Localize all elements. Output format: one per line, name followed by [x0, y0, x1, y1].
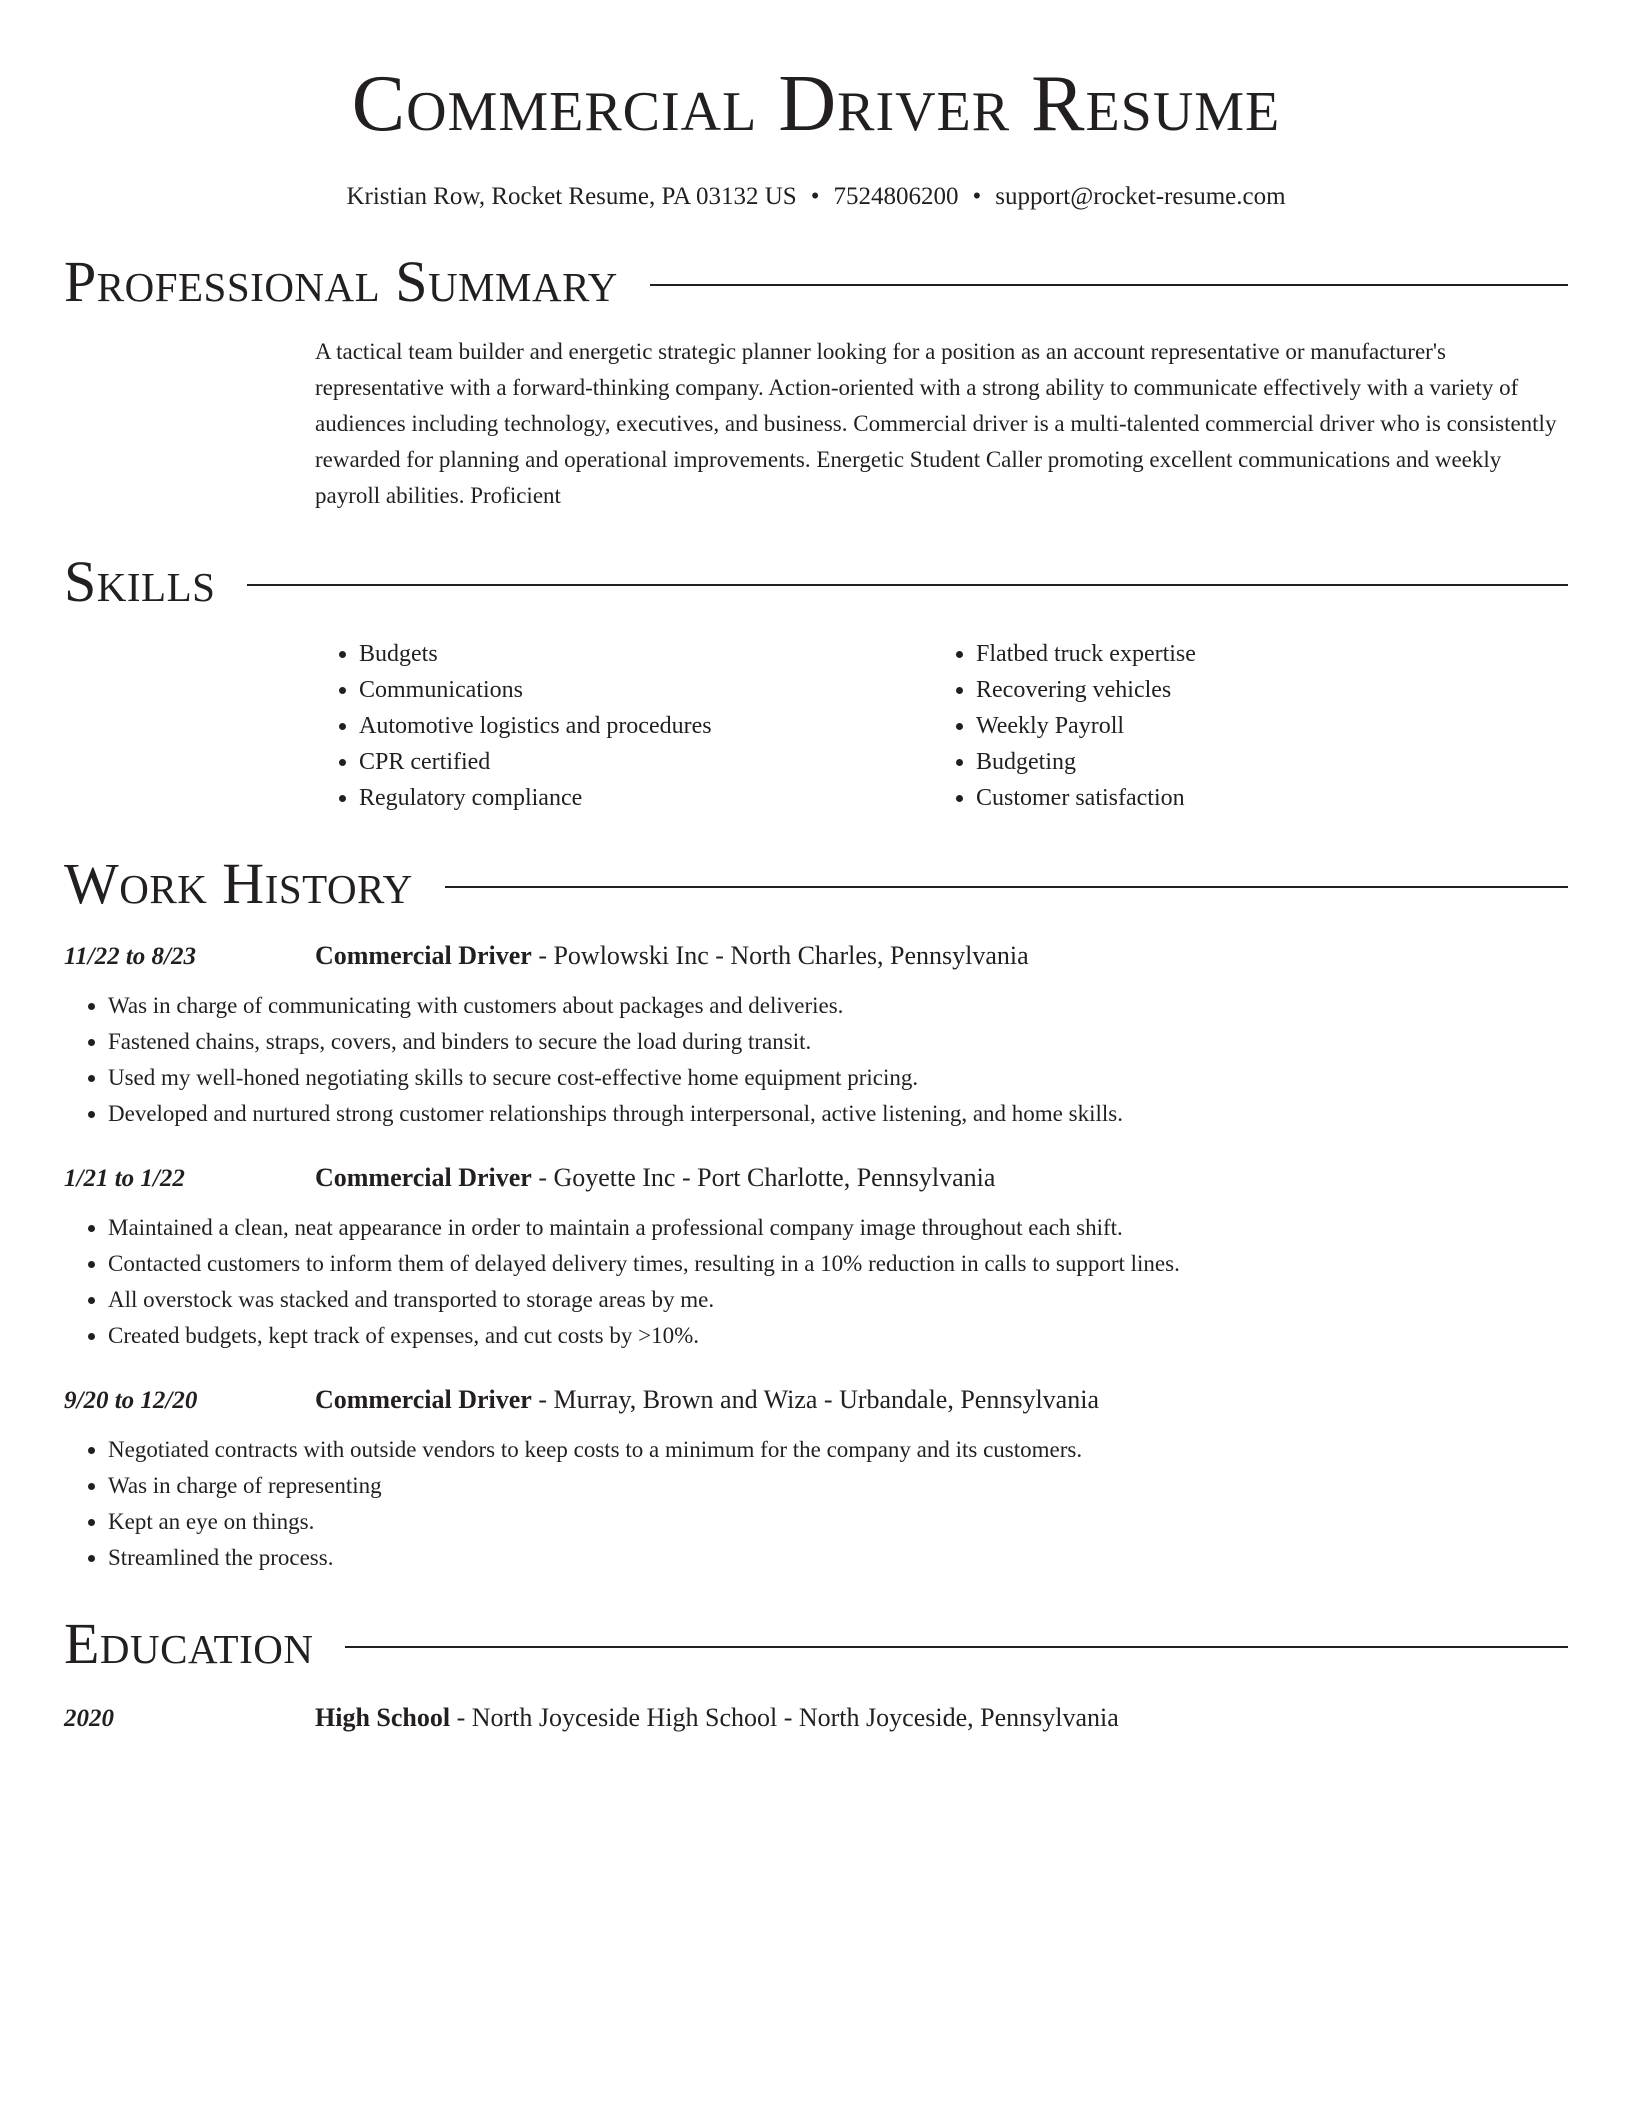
section-divider: [345, 1646, 1568, 1648]
skill-item: • Customer satisfaction: [976, 780, 1549, 816]
skills-heading: Skills: [64, 549, 216, 614]
job-title: Commercial Driver: [315, 1385, 532, 1414]
skill-item: • Flatbed truck expertise: [976, 636, 1549, 672]
contact-separator: •: [810, 183, 820, 210]
job-bullet: • Kept an eye on things.: [108, 1504, 1568, 1540]
section-divider: [445, 886, 1568, 888]
job-bullet: • Created budgets, kept track of expenses, and cut costs by >10%.: [108, 1318, 1568, 1354]
contact-email: support@rocket-resume.com: [995, 183, 1286, 210]
skill-item: • Automotive logistics and procedures: [359, 708, 932, 744]
job-entry: [64, 1382, 1568, 1576]
education-year: 2020: [64, 1705, 114, 1732]
work-heading: Work History: [64, 851, 413, 916]
job-bullets: [64, 1432, 1568, 1576]
summary-section-header: [64, 250, 1568, 314]
education-section-header: [64, 1612, 1568, 1676]
job-header: [64, 1382, 1568, 1418]
job-bullet: • Contacted customers to inform them of delayed delivery times, resulting in a 10% reduction in calls to support lines.: [108, 1246, 1568, 1282]
education-header: [64, 1700, 1568, 1736]
job-entry: [64, 938, 1568, 1132]
contact-line: [64, 180, 1568, 214]
job-dates: 11/22 to 8/23: [64, 943, 196, 970]
skill-item: • Budgeting: [976, 744, 1549, 780]
education-line: [315, 1700, 1119, 1736]
education-entry: [64, 1700, 1568, 1736]
job-header: [64, 1160, 1568, 1196]
job-employer: - Powlowski Inc - North Charles, Pennsylvania: [531, 941, 1029, 970]
contact-phone: 7524806200: [833, 183, 959, 210]
job-bullet: • Was in charge of representing: [108, 1468, 1568, 1504]
education-school: - North Joyceside High School - North Joyceside, Pennsylvania: [450, 1703, 1119, 1732]
job-entry: [64, 1160, 1568, 1354]
job-bullet: • Negotiated contracts with outside vendors to keep costs to a minimum for the company and its customers.: [108, 1432, 1568, 1468]
job-dates: 9/20 to 12/20: [64, 1387, 198, 1414]
summary-text: A tactical team builder and energetic strategic planner looking for a position as an account representative or manufacturer's representative with a forward-thinking company. Action-oriented with a strong ability to communicate effectively with a variety of audiences including technology, executives, and business. Commercial driver is a multi-talented commercial driver who is consistently rewarded for planning and operational improvements. Energetic Student Caller promoting excellent communications and weekly payroll abilities. Proficient: [315, 339, 1557, 508]
skills-column-left: [315, 636, 932, 816]
contact-separator: •: [972, 183, 982, 210]
job-title: Commercial Driver: [315, 941, 532, 970]
job-bullet: • Developed and nurtured strong customer relationships through interpersonal, active listening, and home skills.: [108, 1096, 1568, 1132]
section-divider: [247, 584, 1568, 586]
skills-column-right: [932, 636, 1549, 816]
job-employer: - Goyette Inc - Port Charlotte, Pennsylvania: [531, 1163, 996, 1192]
job-title: Commercial Driver: [315, 1163, 532, 1192]
job-bullet: • Fastened chains, straps, covers, and binders to secure the load during transit.: [108, 1024, 1568, 1060]
job-dates: 1/21 to 1/22: [64, 1165, 185, 1192]
summary-heading: Professional Summary: [64, 249, 618, 314]
skill-item: • Regulatory compliance: [359, 780, 932, 816]
skills-section-header: [64, 550, 1568, 614]
job-bullet: • Used my well-honed negotiating skills to secure cost-effective home equipment pricing.: [108, 1060, 1568, 1096]
job-title-line: [315, 938, 1029, 974]
job-bullet: • Streamlined the process.: [108, 1540, 1568, 1576]
job-bullet: • Was in charge of communicating with customers about packages and deliveries.: [108, 988, 1568, 1024]
skill-item: • Communications: [359, 672, 932, 708]
job-bullet: • All overstock was stacked and transported to storage areas by me.: [108, 1282, 1568, 1318]
education-degree: High School: [315, 1703, 451, 1732]
job-bullets: [64, 1210, 1568, 1354]
job-title-line: [315, 1160, 995, 1196]
work-section-header: [64, 852, 1568, 916]
skills-list: [315, 636, 1568, 816]
job-title-line: [315, 1382, 1099, 1418]
skill-item: • Weekly Payroll: [976, 708, 1549, 744]
job-header: [64, 938, 1568, 974]
section-divider: [650, 284, 1568, 286]
job-bullet: • Maintained a clean, neat appearance in order to maintain a professional company image throughout each shift.: [108, 1210, 1568, 1246]
contact-address: Kristian Row, Rocket Resume, PA 03132 US: [346, 183, 797, 210]
skill-item: • Budgets: [359, 636, 932, 672]
skill-item: • Recovering vehicles: [976, 672, 1549, 708]
skill-item: • CPR certified: [359, 744, 932, 780]
job-employer: - Murray, Brown and Wiza - Urbandale, Pennsylvania: [531, 1385, 1099, 1414]
education-heading: Education: [64, 1611, 314, 1676]
job-bullets: [64, 988, 1568, 1132]
resume-title: Commercial Driver Resume: [351, 60, 1281, 148]
